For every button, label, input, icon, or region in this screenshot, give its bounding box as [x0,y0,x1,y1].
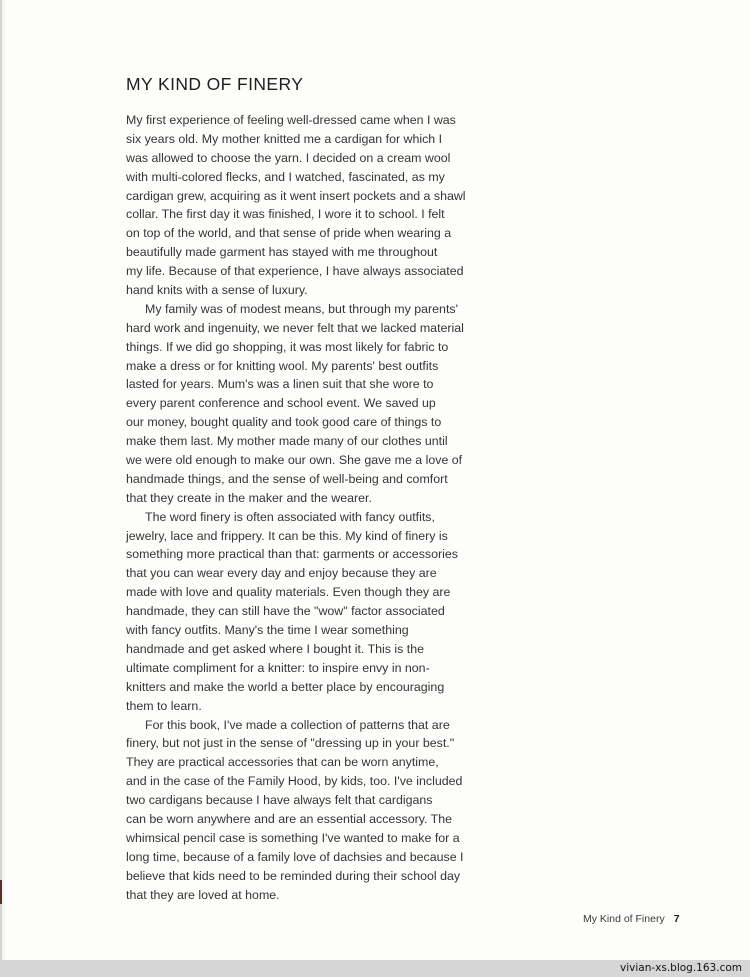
text-line: make them last. My mother made many of our clothes until [126,434,448,449]
text-line: My family was of modest means, but through my parents' [145,301,458,316]
paragraph [126,111,476,300]
text-line: with fancy outfits. Many's the time I wear something [126,623,409,638]
text-line: whimsical pencil case is something I've wanted to make for a [126,830,460,845]
text-line: every parent conference and school event. We saved up [126,396,436,411]
text-line: make a dress or for knitting wool. My parents' best outfits [126,358,439,373]
page-number: 7 [673,913,680,925]
paragraph [126,508,476,716]
spine-mark [0,880,2,904]
text-line: The word finery is often associated with fancy outfits, [145,509,435,524]
text-line: They are practical accessories that can be worn anytime, [126,755,439,770]
paragraph [126,716,476,905]
text-line: can be worn anywhere and are an essential accessory. The [126,811,453,826]
text-line: lasted for years. Mum's was a linen suit that she wore to [126,377,434,392]
text-line: jewelry, lace and frippery. It can be this. My kind of finery is [126,528,448,543]
text-line: things. If we did go shopping, it was most likely for fabric to [126,339,449,354]
text-line: handmade things, and the sense of well-being and comfort [126,471,448,486]
watermark-text: vivian-xs.blog.163.com [620,962,742,974]
text-line: and in the case of the Family Hood, by kids, too. I've included [126,774,463,789]
text-line: My first experience of feeling well-dressed came when I was [126,113,456,127]
text-line: hand knits with a sense of luxury. [126,283,308,298]
text-line: made with love and quality materials. Even though they are [126,585,451,600]
text-line: hard work and ingenuity, we never felt that we lacked material [126,320,464,335]
body-text [126,111,476,904]
text-line: ultimate compliment for a knitter: to inspire envy in non- [126,660,430,675]
text-line: knitters and make the world a better place by encouraging [126,679,445,694]
text-line: two cardigans because I have always felt that cardigans [126,793,433,808]
text-line: that they create in the maker and the wearer. [126,490,372,505]
text-line: cardigan grew, acquiring as it went insert pockets and a shawl [126,188,466,203]
page-title: MY KIND OF FINERY [126,74,304,94]
text-line: long time, because of a family love of dachsies and because I [126,849,464,864]
text-line: them to learn. [126,698,202,713]
text-line: collar. The first day it was finished, I wore it to school. I felt [126,207,445,222]
text-line: that you can wear every day and enjoy because they are [126,566,437,581]
text-line: we were old enough to make our own. She gave me a love of [126,453,463,468]
text-line: For this book, I've made a collection of patterns that are [145,717,450,732]
text-line: with multi-colored flecks, and I watched, fascinated, as my [126,169,445,184]
text-line: on top of the world, and that sense of pride when wearing a [126,226,452,241]
text-line: six years old. My mother knitted me a cardigan for which I [126,131,443,146]
paragraph [126,300,476,508]
text-line: finery, but not just in the sense of "dressing up in your best." [126,736,455,751]
text-line: handmade and get asked where I bought it. This is the [126,641,425,656]
running-title: My Kind of Finery [583,913,665,925]
text-line: beautifully made garment has stayed with me throughout [126,245,438,260]
text-line: our money, bought quality and took good care of things to [126,415,442,430]
page-footer [583,913,680,925]
text-line: something more practical than that: garments or accessories [126,547,458,562]
text-line: believe that kids need to be reminded during their school day [126,868,461,883]
spine-shadow [0,0,2,960]
text-line: that they are loved at home. [126,887,280,902]
text-line: was allowed to choose the yarn. I decided on a cream wool [126,150,451,165]
text-line: my life. Because of that experience, I have always associated [126,264,464,279]
text-line: handmade, they can still have the "wow" factor associated [126,604,445,619]
